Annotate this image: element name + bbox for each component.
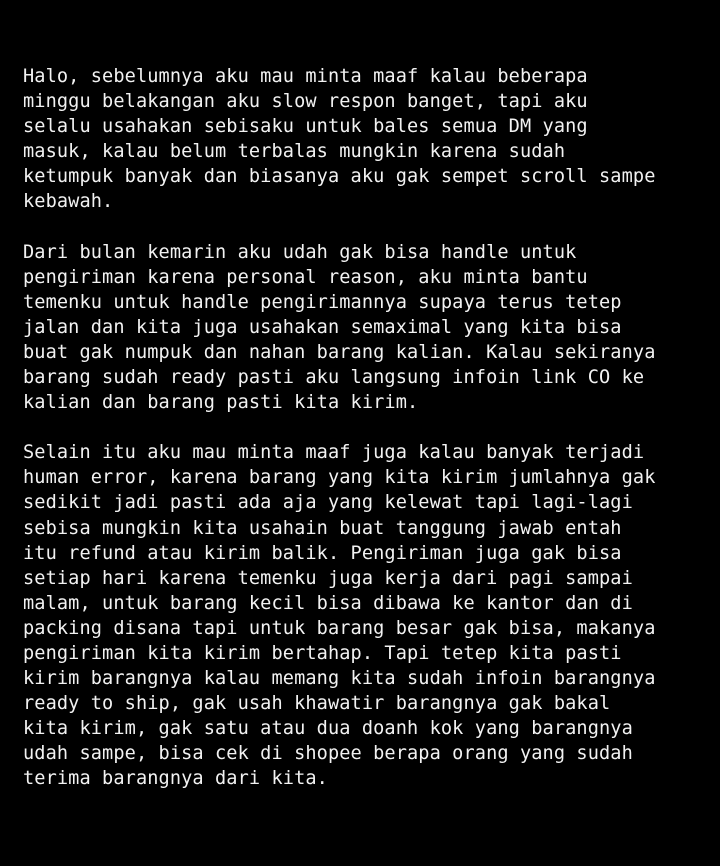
- text-line: Dari bulan kemarin aku udah gak bisa handle untuk: [23, 241, 577, 263]
- text-line: terima barangnya dari kita.: [23, 768, 328, 790]
- story-text: [23, 64, 713, 817]
- text-line: udah sampe, bisa cek di shopee berapa orang yang sudah: [23, 743, 633, 765]
- text-line: sedikit jadi pasti ada aja yang kelewat tapi lagi-lagi: [23, 492, 633, 514]
- text-line: setiap hari karena temenku juga kerja dari pagi sampai: [23, 567, 633, 589]
- text-line: Halo, sebelumnya aku mau minta maaf kalau beberapa: [23, 66, 588, 87]
- text-line: itu refund atau kirim balik. Pengiriman juga gak bisa: [23, 542, 622, 564]
- paragraph-1: [23, 64, 713, 215]
- text-line: selalu usahakan sebisaku untuk bales semua DM yang: [23, 116, 588, 138]
- text-line: kebawah.: [23, 191, 114, 213]
- text-line: Selain itu aku mau minta maaf juga kalau banyak terjadi: [23, 442, 645, 464]
- text-line: pengiriman karena personal reason, aku minta bantu: [23, 266, 588, 288]
- text-line: temenku untuk handle pengirimannya supaya terus tetep: [23, 291, 622, 313]
- text-line: kalian dan barang pasti kita kirim.: [23, 392, 419, 414]
- text-line: malam, untuk barang kecil bisa dibawa ke kantor dan di: [23, 592, 633, 614]
- text-line: minggu belakangan aku slow respon banget, tapi aku: [23, 91, 588, 113]
- text-line: ready to ship, gak usah khawatir barangnya gak bakal: [23, 693, 611, 715]
- text-line: buat gak numpuk dan nahan barang kalian. Kalau sekiranya: [23, 341, 656, 363]
- text-line: kirim barangnya kalau memang kita sudah infoin barangnya: [23, 668, 656, 690]
- text-line: sebisa mungkin kita usahain buat tanggung jawab entah: [23, 517, 622, 539]
- text-line: ketumpuk banyak dan biasanya aku gak sempet scroll sampe: [23, 166, 656, 188]
- text-line: pengiriman kita kirim bertahap. Tapi tetep kita pasti: [23, 642, 622, 664]
- text-line: masuk, kalau belum terbalas mungkin karena sudah: [23, 141, 566, 163]
- paragraph-3: [23, 440, 713, 791]
- text-line: packing disana tapi untuk barang besar gak bisa, makanya: [23, 617, 656, 639]
- text-line: jalan dan kita juga usahakan semaximal yang kita bisa: [23, 316, 622, 338]
- paragraph-2: [23, 240, 713, 416]
- text-line: kita kirim, gak satu atau dua doanh kok yang barangnya: [23, 718, 633, 740]
- text-line: barang sudah ready pasti aku langsung infoin link CO ke: [23, 367, 645, 389]
- text-line: human error, karena barang yang kita kirim jumlahnya gak: [23, 467, 656, 489]
